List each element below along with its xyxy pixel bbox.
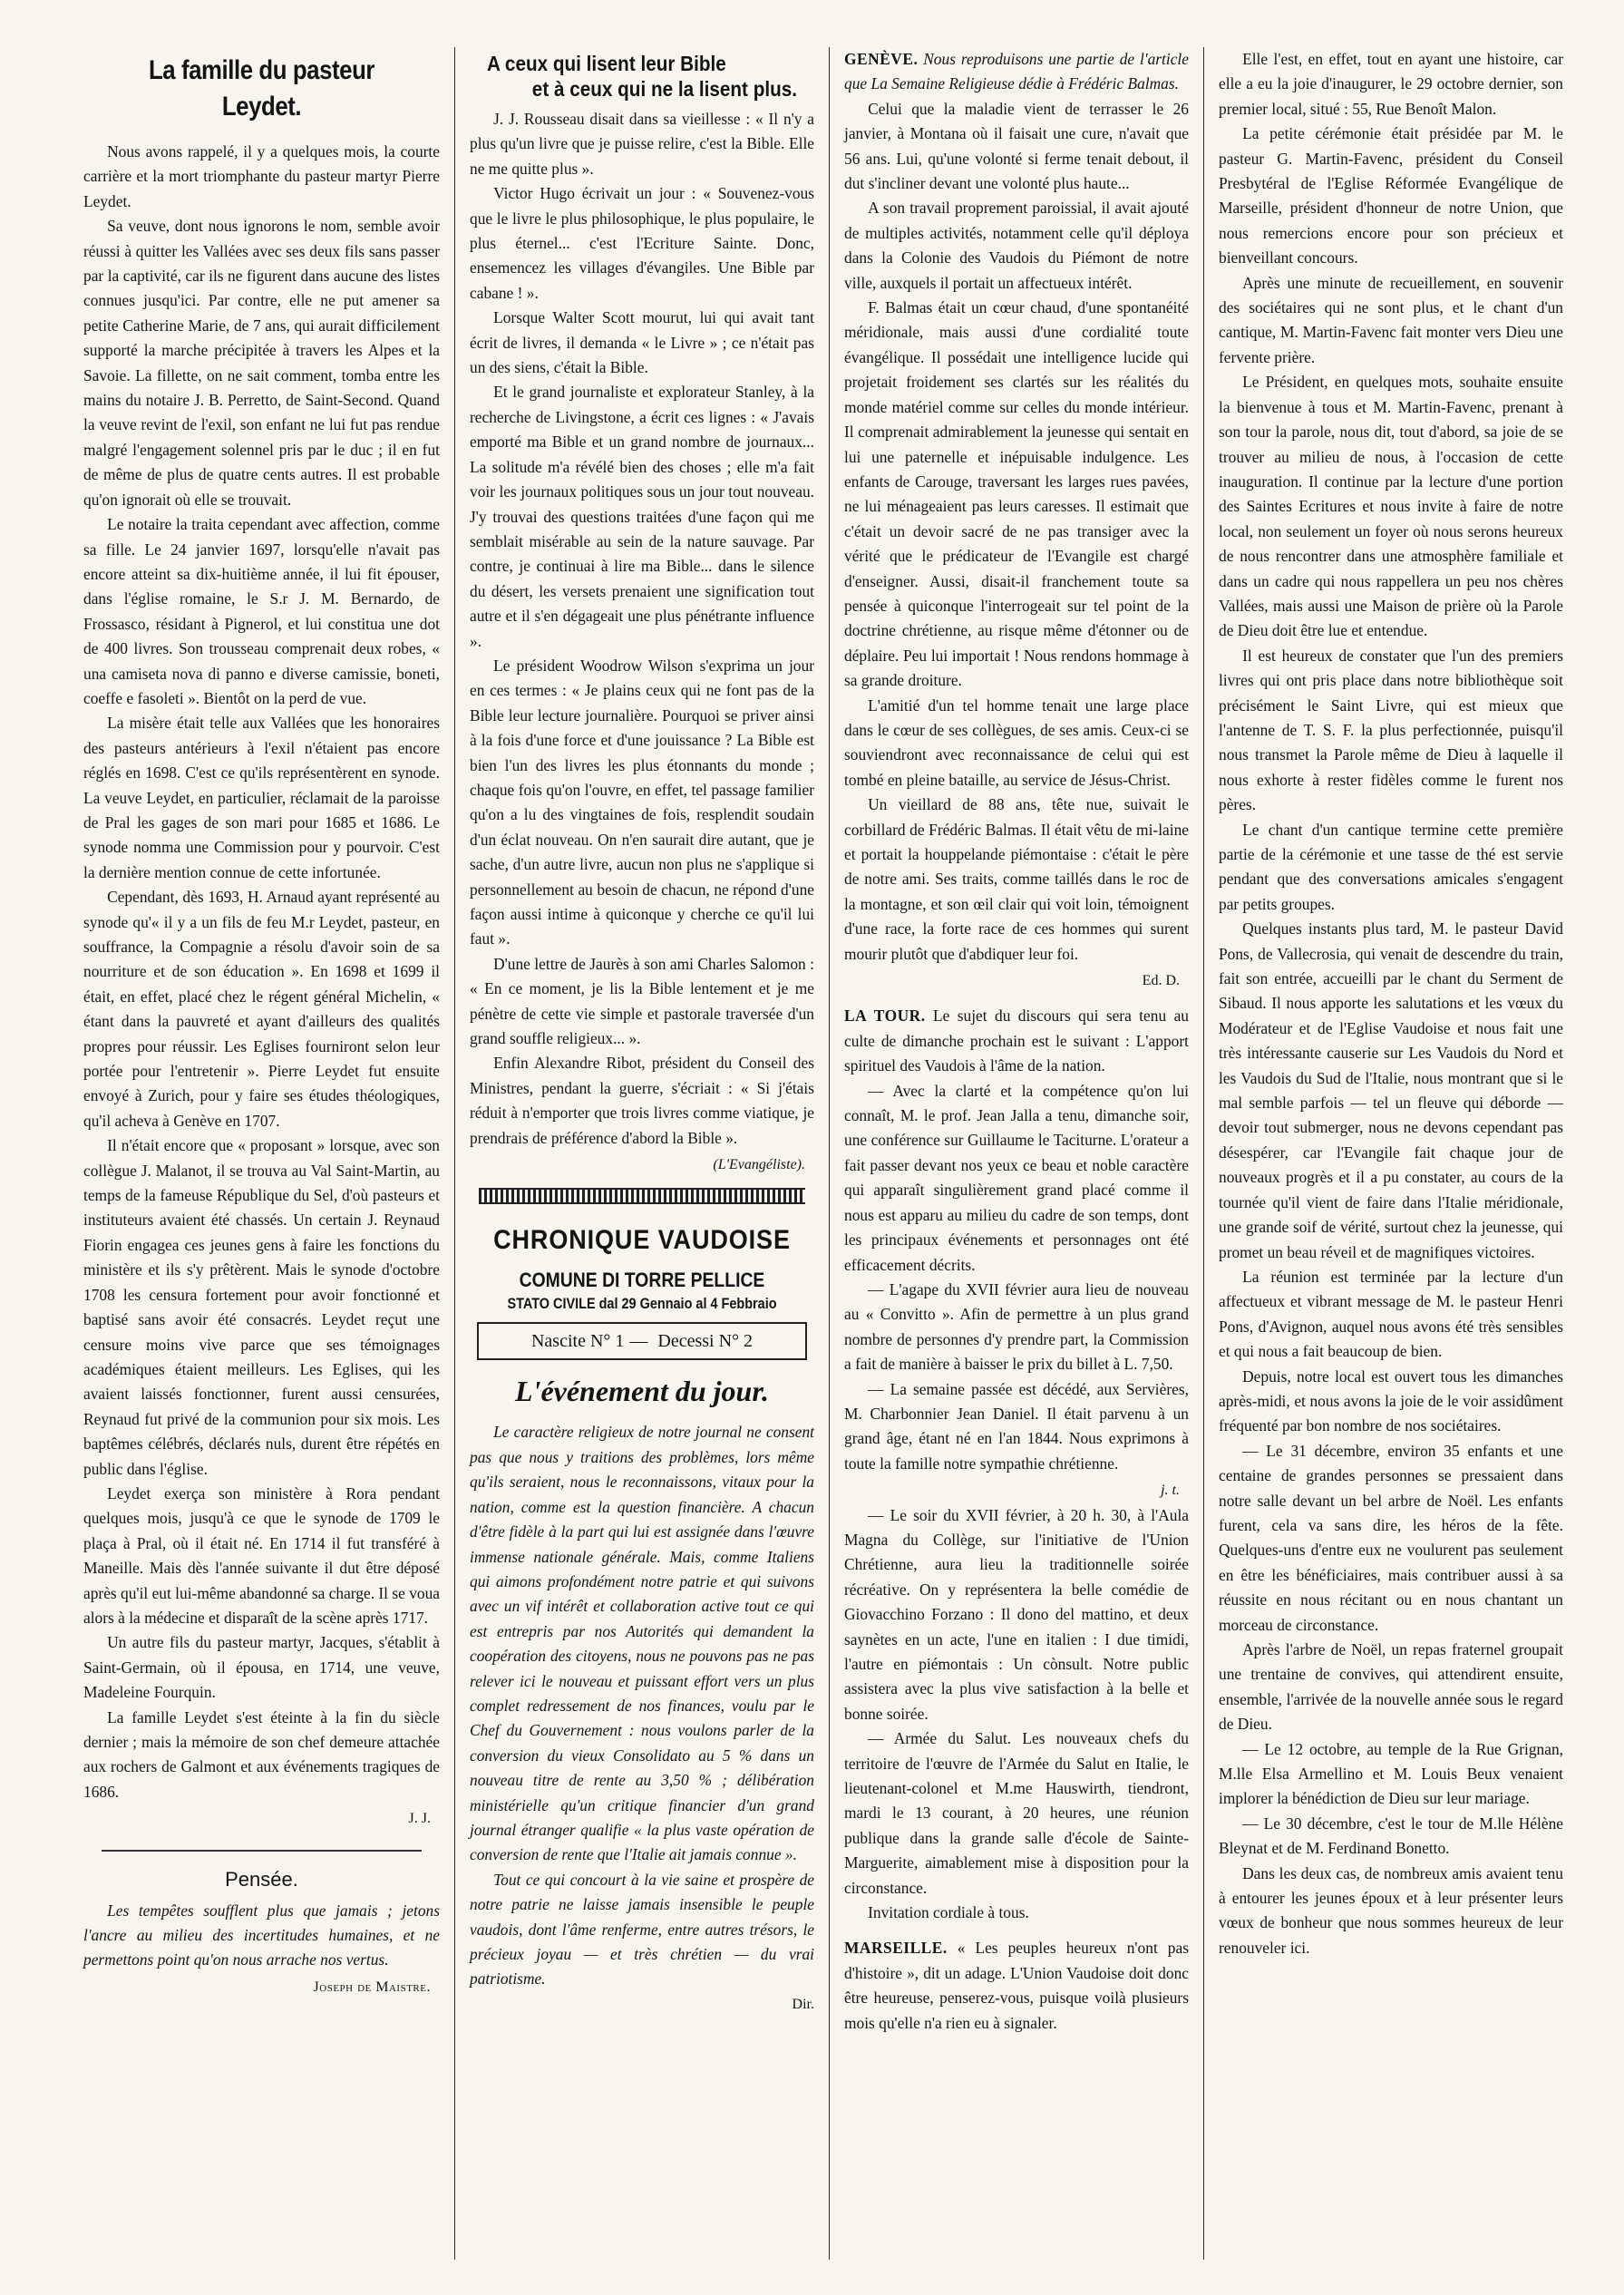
paragraph: F. Balmas était un cœur chaud, d'une spontanéité méridionale, mais aussi d'une cordialité toute évangélique. Il possédait une intelligence lucide qui projetait froidement ses clartés sur les réalités du monde matériel comme sur celles du monde intérieur. Il comprenait admirablement la jeunesse qui sentait en lui une paternelle et inépuisable indulgence. Les enfants de Carouge, traversant les larges rues pavées, ne lui ménageaient pas leurs caresses. Il estimait que c'était un devoir sacré de ne pas transiger avec la vérité que le prédicateur de l'Evangile est chargé d'enseigner. Aussi, disait-il franchement toute sa pensée à quiconque l'interrogeait sur tel point de la doctrine chrétienne, au risque même d'étonner ou de déplaire. Peu lui importait ! Nous rendons hommage à sa grande droiture. bbox=[844, 298, 1189, 690]
paragraph: A son travail proprement paroissial, il avait ajouté de multiples activités, notamment celle qu'il déploya dans la Colonie des Vaudois du Piémont de notre ville, auxquels il portait un affectueux intérêt. bbox=[844, 199, 1189, 292]
paragraph: Cependant, dès 1693, H. Arnaud ayant représenté au synode qu'« il y a un fils de feu M.r Leydet, pasteur, en souffrance, la Compagnie a résolu d'avoir soin de sa nourriture et de son éducation ». En 1698 et 1699 il était, en effet, placé chez le régent général Michelin, « étant dans la pauvreté et ayant d'ailleurs des qualités propres pour réussir. Les Eglises fourniront selon leur portée pour l'entretenir ». Pierre Leydet fut ensuite envoyé à Zurich, pour y faire ses études théologiques, qu'il acheva à Genève en 1707. bbox=[83, 888, 440, 1130]
paragraph: Quelques instants plus tard, M. le pasteur David Pons, de Vallecrosia, qui venait de descendre du train, fait son entrée, accueilli par le chant du Serment de Sibaud. Il nous apporte les salutations et les vœux du Modérateur et de l'Eglise Vaudoise et nous fait une très intéressante causerie sur Les Vaudois du Nord et les Vaudois du Sud de l'Italie, nous montrant que si le mal semble parfois — tel un fleuve qui déborde — devoir tout submerger, nous ne devons cependant pas désespérer, car l'Evangile fait chaque jour de nouveaux progrès et il a pu constater, au cours de la tournée qu'il vient de faire dans l'Italie méridionale, une grande soif de vérité, surtout chez la jeunesse, qui promet un beau réveil et de magnifiques victoires. bbox=[1219, 919, 1563, 1261]
paragraph: Un vieillard de 88 ans, tête nue, suivait le corbillard de Frédéric Balmas. Il était vêtu de mi-laine et portait la houppelande piémontaise : c'était le père de notre ami. Ses traits, comme taillés dans le roc de la montagne, et son œil clair qui voit loin, témoignent d'une race, la forte race de ces hommes qui surent mourir plutôt que d'abdiquer leur foi. bbox=[844, 795, 1189, 963]
geneve-intro: Nous reproduisons une partie de l'article que La Semaine Religieuse dédie à Frédéric Balmas. bbox=[844, 50, 1189, 93]
paragraph: L'amitié d'un tel homme tenait une large place dans le cœur de ses collègues, de ses amis. Ceux-ci se souviendront avec reconnaissance de celui qui est tombé en pleine bataille, au service de Jésus-Christ. bbox=[844, 695, 1189, 789]
geneve-intro-paragraph bbox=[844, 47, 1189, 97]
thought-block bbox=[83, 1899, 440, 1973]
civil-registry-dates: STATO CIVILE dal 29 Gennaio al 4 Febbraio bbox=[507, 1295, 777, 1313]
paragraph: Après une minute de recueillement, en souvenir des sociétaires qui ne sont plus, et le chant d'un cantique, M. Martin-Favenc fait monter vers Dieu une fervente prière. bbox=[1219, 273, 1563, 366]
thought-title: Pensée. bbox=[225, 1867, 298, 1891]
paragraph: Après l'arbre de Noël, un repas fraternel groupait une trentaine de convives, qui attendirent ensuite, ensemble, l'arrivée de la nouvelle année sous le regard de Dieu. bbox=[1219, 1640, 1563, 1734]
article-signature: J. J. bbox=[408, 1811, 431, 1827]
latour-lead: LA TOUR. bbox=[844, 1006, 926, 1026]
latour-first-paragraph bbox=[844, 1004, 1189, 1078]
column-2 bbox=[454, 47, 829, 2260]
paragraph: Le caractère religieux de notre journal ne consent pas que nous y traitions des problèmes, lors même qu'ils seraient, nous le reconnaissons, vitaux pour la nation, comme est la question financière. A chacun d'être fidèle à la part qui lui est assignée dans l'œuvre immense nationale générale. Mais, comme Italiens qui aimons profondément notre patrie et qui suivons avec un vif intérêt et collaboration active tout ce qui est entrepris par nos Autorités qui demandent la coopération des citoyens, nous ne pouvons pas ne pas relever ici le nouveau et puissant effort vers un plus complet redressement de nos finances, voulu par le Chef du Gouvernement : nous voulons parler de la conversion du vieux Consolidato au 5 % dans un nouveau titre de rente au 3,50 % ; délibération ministérielle qu'un critique financier d'un grand journal étranger qualifie « la plus vaste opération de conversion de rente que l'Italie ait jamais connue ». bbox=[470, 1423, 814, 1864]
paragraph: Dans les deux cas, de nombreux amis avaient tenu à entourer les jeunes époux et à leur présenter leurs vœux de bonheur que nous sommes heureux de leur renouveler ici. bbox=[1219, 1863, 1563, 1957]
paragraph: La famille Leydet s'est éteinte à la fin du siècle dernier ; mais la mémoire de son chef demeure attachée aux rochers de Galmont et aux événements tragiques de 1686. bbox=[83, 1707, 440, 1801]
paragraph: Enfin Alexandre Ribot, président du Conseil des Ministres, pendant la guerre, s'écriait : « Si j'étais réduit à n'emporter que trois livres comme viatique, je prendrais de préférence d'abord la Bible ». bbox=[470, 1054, 814, 1147]
article-body-leydet bbox=[83, 140, 440, 1804]
marseille-lead: MARSEILLE. bbox=[844, 1939, 948, 1958]
section-gap bbox=[844, 1925, 1189, 1936]
paragraph: Invitation cordiale à tous. bbox=[868, 1903, 1029, 1922]
latour-signature: j. t. bbox=[1161, 1483, 1180, 1499]
newspaper-page bbox=[80, 47, 1578, 2260]
title-line-1: A ceux qui lisent leur Bible bbox=[487, 52, 726, 75]
paragraph: — L'agape du XVII février aura lieu de nouveau au « Convitto ». Afin de permettre à un plus grand nombre de personnes d'y prendre part, la Commission a fait de manière à baisser le prix du billet à L. 7,50. bbox=[844, 1279, 1189, 1374]
paragraph: La misère était telle aux Vallées que les honoraires des pasteurs antérieurs à l'exil n'étaient pas encore réglés en 1698. C'est ce qu'ils représentèrent en synode. La veuve Leydet, en particulier, réclamait de la paroisse de Pral les gages de son mari pour 1685 et 1686. Le synode nomma une Commission pour y pourvoir. C'est la dernière mention connue de cette infortunée. bbox=[83, 714, 440, 881]
paragraph: Lorsque Walter Scott mourut, lui qui avait tant écrit de livres, il demanda « le Livre » ; ce n'était pas un des siens, c'était la Bible. bbox=[470, 308, 814, 377]
column-1 bbox=[80, 47, 454, 2260]
event-title: L'événement du jour. bbox=[515, 1375, 769, 1408]
paragraph: Depuis, notre local est ouvert tous les dimanches après-midi, et nous avons la joie de le voir assidûment fréquenté par bon nombre de nos sociétaires. bbox=[1219, 1366, 1563, 1435]
geneve-signature: Ed. D. bbox=[1142, 973, 1180, 989]
paragraph: Un autre fils du pasteur martyr, Jacques, s'établit à Saint-Germain, où il épousa, en 1714, une veuve, Madeleine Fourquin. bbox=[83, 1633, 440, 1702]
paragraph: La petite cérémonie était présidée par M. le pasteur G. Martin-Favenc, président du Conseil Presbytéral de l'Eglise Réformée Evangélique de Marseille, président d'honneur de notre Union, que nous remercions encore pour son précieux et bienveillant concours. bbox=[1219, 124, 1563, 267]
paragraph: D'une lettre de Jaurès à son ami Charles Salomon : « En ce moment, je lis la Bible lentement et je me pénètre de cette vie simple et pastorale traversée d'un grand souffle religieux... ». bbox=[470, 954, 814, 1048]
article-source: (L'Evangéliste). bbox=[713, 1157, 805, 1173]
paragraph: — Le 12 octobre, au temple de la Rue Grignan, M.lle Elsa Armellino et M. Louis Beux venaient implorer la bénédiction de Dieu sur leur mariage. bbox=[1219, 1739, 1563, 1808]
column-4 bbox=[1203, 47, 1578, 2260]
paragraph: Et le grand journaliste et explorateur Stanley, à la recherche de Livingstone, a écrit ces lignes : « J'avais emporté ma Bible et un grand nombre de journaux... La solitude m'a révélé bien des choses ; elle m'a fait voir les journaux politiques sous un jour tout nouveau. J'y trouvai des questions traitées d'une façon qui me semblait misérable au sein de la nature sauvage. Par contre, je continuai à lire ma Bible... dans le silence du désert, les versets prenaient une signification tout autre et il s'en dégageait une plus pénétrante influence ». bbox=[470, 383, 814, 650]
paragraph: Tout ce qui concourt à la vie saine et prospère de notre patrie ne laisse jamais insensible le peuple vaudois, dont l'âme renferme, entre autres trésors, le précieux joyau — et très chrétien — du vrai patriotisme. bbox=[470, 1870, 814, 1989]
latour-text: Le sujet du discours qui sera tenu au culte de dimanche prochain est le suivant : L'apport spirituel des Vaudois à l'âme de la nation. bbox=[844, 1006, 1189, 1075]
column-3 bbox=[829, 47, 1203, 2260]
paragraph: Le chant d'un cantique termine cette première partie de la cérémonie et une tasse de thé est servie pendant que des conversations amicales s'engagent par petits groupes. bbox=[1219, 820, 1563, 913]
paragraph: Le notaire la traita cependant avec affection, comme sa fille. Le 24 janvier 1697, lorsqu'elle n'avait pas encore atteint sa dix-huitième année, il lui fit épouser, dans l'église romaine, le S.r J. M. Bernardo, de Frossasco, résidant à Pignerol, et lui constitua une dot de 400 livres. Son trousseau comprenait deux robes, « una camiseta nova di panno e diverse camissie, boneti, coeffe e fasoleti ». Bientôt on la perd de vue. bbox=[83, 515, 440, 707]
paragraph: — La semaine passée est décédé, aux Servières, M. Charbonnier Jean Daniel. Il était parvenu à un grand âge, étant né en l'an 1844. Nous exprimons à toute la famille notre sympathie chrétienne. bbox=[844, 1379, 1189, 1473]
paragraph: Elle l'est, en effet, tout en ayant une histoire, car elle a eu la joie d'inaugurer, le 29 octobre dernier, son premier local, situé : 55, Rue Benoît Malon. bbox=[1219, 50, 1563, 118]
article-title-leydet: La famille du pasteur Leydet. bbox=[148, 55, 375, 122]
paragraph: Victor Hugo écrivait un jour : « Souvenez-vous que le livre le plus philosophique, le plus populaire, le plus éternel... c'est l'Ecriture Sainte. Donc, ensemencez les villages d'évangiles. Une Bible par cabane ! ». bbox=[470, 184, 814, 302]
paragraph: Leydet exerça son ministère à Rora pendant quelques mois, jusqu'à ce que le synode de 1709 le plaça à Pral, où il était né. En 1714 il fut transféré à Maneille. Mais dès l'année suivante il dut être déposé après qu'il eut lui-même abandonné sa charge. Il se voua alors à la médecine et disparaît de la scène après 1717. bbox=[83, 1483, 440, 1627]
paragraph: Sa veuve, dont nous ignorons le nom, semble avoir réussi à quitter les Vallées avec ses deux fils sans passer par la captivité, car ils ne figurent dans aucune des listes connues jusqu'ici. Par contre, elle ne put amener sa petite Catherine Marie, de 7 ans, qui aurait difficilement supporté la marche précipitée à travers les Alpes et la Savoie. La fillette, on ne sait comment, tomba entre les mains du notaire J. B. Perretto, de Saint-Second. Quand la veuve revint de l'exil, son enfant ne lui fut pas rendue malgré l'engagement solennel pris par le duc ; il en fut de même de plus de quatre cents autres. Il est probable qu'on ignorait où elle se trouvait. bbox=[83, 217, 440, 509]
paragraph: — Le 30 décembre, c'est le tour de M.lle Hélène Bleynat et de M. Ferdinand Bonetto. bbox=[1219, 1814, 1563, 1858]
paragraph: — Le soir du XVII février, à 20 h. 30, à l'Aula Magna du Collège, sur l'initiative de l'Union Chrétienne, aura lieu la traditionnelle soirée récréative. On y représentera la belle comédie de Giovacchino Forzano : Il dono del mattino, et deux saynètes en un acte, l'une en italien : I due timidi, l'autre en piémontais : Un cònsult. Notre public assistera avec la plus vive satisfaction à la belle et bonne soirée. bbox=[844, 1505, 1189, 1723]
section-gap bbox=[844, 993, 1189, 1004]
thought-author: Joseph de Maistre. bbox=[313, 1979, 431, 1995]
thought-text: Les tempêtes soufflent plus que jamais ; jetons l'ancre au milieu des incertitudes humaines, et ne permettons point qu'on nous arrache nos vertus. bbox=[83, 1901, 440, 1969]
event-signature: Dir. bbox=[792, 1996, 814, 2012]
paragraph: — Le 31 décembre, environ 35 enfants et une centaine de grandes personnes se pressaient dans notre salle devant un bel arbre de Noël. Les enfants furent, cela va sans dire, les héros de la fête. Quelques-uns d'entre eux ne voulurent pas seulement en être les bénéficiaires, mais contribuer aussi à sa réussite en nous récitant ou en nous chantant un morceau de circonstance. bbox=[1219, 1441, 1563, 1634]
paragraph: Il n'était encore que « proposant » lorsque, avec son collègue J. Malanot, il se trouva au Val Saint-Martin, au temps de la fameuse République du Sel, d'où pasteurs et instituteurs avaient été chassés. Un certain J. Reynaud Fiorin engagea ces jeunes gens à faire les fonctions du ministère et ils s'y prêtèrent. Mais le synode d'octobre 1708 les censura fortement pour avoir fonctionné et baptisé sans avoir été consacrés. Leydet reçut une censure moins vive parce que ses témoignages académiques étaient meilleurs. Les Eglises, qui les avaient laissés fonctionner, furent aussi censurées, Reynaud fut privé de la communion pour six mois. Les baptêmes célébrés, déclarés nuls, durent être répétés en public dans l'église. bbox=[83, 1136, 440, 1478]
article-body-bible bbox=[470, 107, 814, 1151]
paragraph: J. J. Rousseau disait dans sa vieillesse : « Il n'y a plus qu'un livre que je puisse relire, c'est la Bible. Elle ne me quitte plus ». bbox=[470, 110, 814, 178]
paragraph: La réunion est terminée par la lecture d'un affectueux et vibrant message de M. le pasteur Henri Pons, d'Avignon, auquel nous avons été très sensibles et qui nous a fait beaucoup de bien. bbox=[1219, 1267, 1563, 1361]
paragraph: — Armée du Salut. Les nouveaux chefs du territoire de l'œuvre de l'Armée du Salut en Italie, le lieutenant-colonel et M.me Hauswirth, tiendront, mardi le 13 courant, à 20 heures, une réunion publique dans la grande salle d'école de Sainte-Marguerite, aimablement mise à disposition pour la circonstance. bbox=[844, 1729, 1189, 1897]
paragraph: Celui que la maladie vient de terrasser le 26 janvier, à Montana où il faisait une cure, n'avait que 56 ans. Lui, qu'une volonté si ferme tenait debout, il dut s'incliner devant une volonté plus haute... bbox=[844, 99, 1189, 193]
title-line-2: et à ceux qui ne la lisent plus. bbox=[531, 77, 797, 101]
births-count: Nascite N° 1 bbox=[530, 1331, 625, 1352]
paragraph: Le président Woodrow Wilson s'exprima un jour en ces termes : « Je plains ceux qui ne font pas de la Bible leur lecture journalière. Pourquoi se priver ainsi à la fois d'une force et d'une jouissance ? La Bible est bien l'un des livres les plus étonnants du monde ; chaque fois qu'on l'ouvre, en effet, tel passage familier qu'on a lu des vingtaines de fois, resplendit soudain d'un éclat nouveau. On n'en saurait dire autant, que je sache, d'un autre livre, aucun non plus ne s'applique si personnellement au besoin de chacun, ne répond d'une façon aussi intime à quiconque y cherche ce qu'il lui faut ». bbox=[470, 656, 814, 948]
paragraph: Le Président, en quelques mots, souhaite ensuite la bienvenue à tous et M. Martin-Favenc, prenant à son tour la parole, nous dit, tout d'abord, sa joie de se trouver au milieu de nous, à l'occasion de cette inauguration. Il continue par la lecture d'une portion des Saintes Ecritures et nous invite à faire de notre local, non seulement un foyer où nous serons heureux de nous rencontrer dans une atmosphère familiale et dans un cadre qui nous rappellera un peu nos chères Vallées, mais aussi une Maison de prière où la Parole de Dieu doit être lue et entendue. bbox=[1219, 373, 1563, 640]
paragraph: — Avec la clarté et la compétence qu'on lui connaît, M. le prof. Jean Jalla a tenu, dimanche soir, une conférence sur Guillaume le Taciturne. L'orateur a fait passer devant nos yeux ce beau et noble caractère qui apparaît singulièrement grand placé comme il nous est apparu au milieu du cadre de son temps, dont les principaux événements et personnages ont été efficacement décrits. bbox=[844, 1081, 1189, 1274]
marseille-paragraph bbox=[844, 1936, 1189, 2036]
paragraph: Il est heureux de constater que l'un des premiers livres qui ont pris place dans notre bibliothèque soit précisément le Saint Livre, qui est mieux que l'antenne de T. S. F. la plus perfectionnée, puisqu'il nous transmet la Parole même de Dieu à laquelle il nous exhorte à rester fidèles comme le furent nos pères. bbox=[1219, 646, 1563, 814]
deaths-count: Decessi N° 2 bbox=[657, 1331, 754, 1352]
chronicle-heading: CHRONIQUE VAUDOISE bbox=[493, 1225, 791, 1256]
event-body bbox=[470, 1420, 814, 2017]
marseille-text: « Les peuples heureux n'ont pas d'histoire », dit un adage. L'Union Vaudoise doit donc être heureuse, penserez-vous, puisque voilà plusieurs mois qu'elle n'a rien eu à signaler. bbox=[844, 1939, 1189, 2032]
article-title-bible bbox=[487, 51, 797, 102]
section-divider bbox=[102, 1850, 423, 1852]
paragraph: Nous avons rappelé, il y a quelques mois, la courte carrière et la mort triomphante du pasteur martyr Pierre Leydet. bbox=[83, 142, 440, 210]
civil-registry-heading: COMUNE DI TORRE PELLICE bbox=[519, 1269, 765, 1292]
ornamental-divider bbox=[479, 1188, 805, 1204]
geneve-lead: GENÈVE. bbox=[844, 50, 919, 68]
civil-registry-box: Nascite N° 1 — Decessi N° 2 bbox=[477, 1322, 807, 1360]
